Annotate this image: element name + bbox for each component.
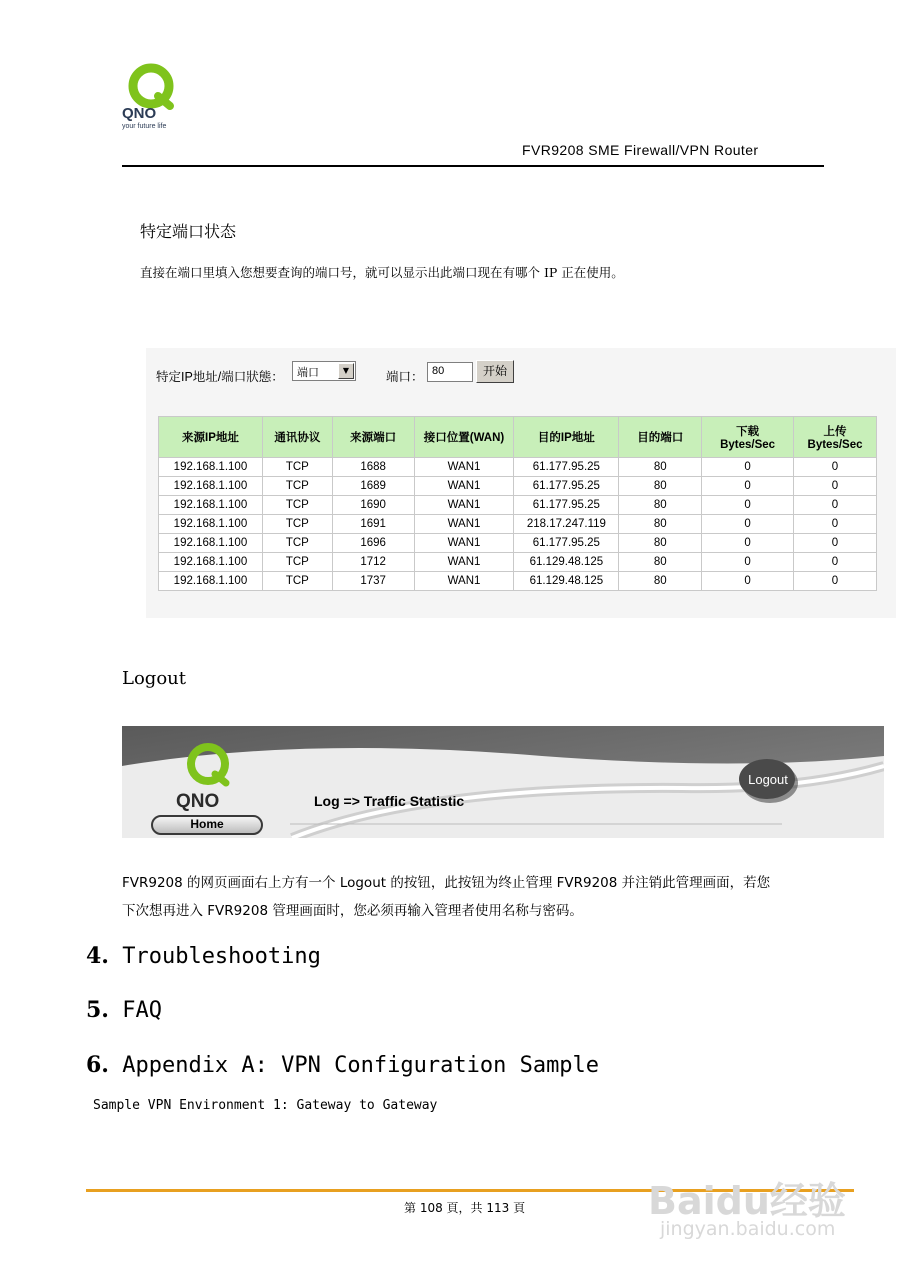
column-header: 来源端口 (332, 417, 414, 458)
table-cell: WAN1 (414, 515, 514, 534)
qno-logo (118, 62, 188, 132)
table-cell: TCP (262, 477, 332, 496)
table-cell: 192.168.1.100 (159, 458, 263, 477)
table-cell: TCP (262, 553, 332, 572)
table-cell: 218.17.247.119 (514, 515, 619, 534)
table-cell: WAN1 (414, 496, 514, 515)
home-button-label[interactable]: Home (190, 817, 224, 831)
table-cell: 0 (702, 534, 794, 553)
table-cell: 1696 (332, 534, 414, 553)
table-cell: 80 (619, 553, 702, 572)
document-header-title: FVR9208 SME Firewall/VPN Router (522, 142, 759, 158)
table-row (159, 458, 877, 477)
table-cell: 1737 (332, 572, 414, 591)
logout-heading: Logout (122, 668, 186, 689)
section-title-port-status: 特定端口状态 (140, 222, 237, 241)
table-cell: 0 (702, 458, 794, 477)
table-row (159, 553, 877, 572)
table-cell: 80 (619, 496, 702, 515)
table-cell: 0 (794, 515, 877, 534)
table-row (159, 515, 877, 534)
table-cell: 192.168.1.100 (159, 477, 263, 496)
chevron-down-icon[interactable]: ▼ (338, 363, 354, 379)
table-cell: 1688 (332, 458, 414, 477)
table-cell: 0 (702, 515, 794, 534)
table-cell: TCP (262, 515, 332, 534)
table-cell: 80 (619, 458, 702, 477)
table-cell: 192.168.1.100 (159, 572, 263, 591)
heading-appendix-a: 6. Appendix A: VPN Configuration Sample (86, 1052, 600, 1078)
table-cell: 80 (619, 515, 702, 534)
column-header: 通讯协议 (262, 417, 332, 458)
table-cell: TCP (262, 572, 332, 591)
table-row (159, 572, 877, 591)
table-cell: WAN1 (414, 553, 514, 572)
header-divider (122, 165, 824, 167)
banner-title: Log => Traffic Statistic (314, 793, 465, 809)
start-button[interactable]: 开始 (476, 360, 514, 383)
baidu-watermark-url: jingyan.baidu.com (660, 1218, 836, 1240)
table-cell: 1690 (332, 496, 414, 515)
table-cell: 0 (794, 572, 877, 591)
table-cell: WAN1 (414, 477, 514, 496)
heading-faq: 5. FAQ (86, 997, 162, 1023)
filter-type-select[interactable] (292, 361, 356, 381)
table-cell: 0 (702, 553, 794, 572)
table-cell: 61.177.95.25 (514, 534, 619, 553)
column-header: 上传 Bytes/Sec (794, 417, 877, 458)
table-cell: 0 (794, 458, 877, 477)
table-cell: WAN1 (414, 458, 514, 477)
table-cell: 192.168.1.100 (159, 496, 263, 515)
table-cell: TCP (262, 496, 332, 515)
table-cell: 1691 (332, 515, 414, 534)
svg-text:your future life: your future life (122, 123, 167, 130)
table-cell: 61.129.48.125 (514, 553, 619, 572)
logout-paragraph-line-1: FVR9208 的网页画面右上方有一个 Logout 的按钮，此按钮为终止管理 FVR9208 并注销此管理画面，若您 (122, 875, 771, 891)
table-cell: 80 (619, 572, 702, 591)
table-cell: TCP (262, 458, 332, 477)
logout-button-label[interactable]: Logout (748, 772, 788, 787)
connection-table (158, 416, 877, 591)
page-number: 第 108 頁，共 113 頁 (404, 1201, 526, 1215)
section-description: 直接在端口里填入您想要查询的端口号，就可以显示出此端口现在有哪个 IP 正在使用。 (140, 265, 624, 280)
table-cell: WAN1 (414, 572, 514, 591)
table-cell: 0 (794, 534, 877, 553)
svg-text:QNO: QNO (176, 791, 220, 812)
table-cell: 0 (794, 477, 877, 496)
column-header: 目的IP地址 (514, 417, 619, 458)
table-row (159, 477, 877, 496)
column-header: 接口位置(WAN) (414, 417, 514, 458)
table-cell: 1689 (332, 477, 414, 496)
table-cell: 61.177.95.25 (514, 496, 619, 515)
svg-text:QNO: QNO (122, 105, 157, 122)
table-cell: TCP (262, 534, 332, 553)
select-value: 端口 (297, 366, 319, 379)
column-header: 目的端口 (619, 417, 702, 458)
table-cell: 192.168.1.100 (159, 515, 263, 534)
table-header-row (159, 417, 877, 458)
table-cell: 192.168.1.100 (159, 553, 263, 572)
table-row (159, 496, 877, 515)
table-cell: 80 (619, 477, 702, 496)
table-cell: 80 (619, 534, 702, 553)
table-cell: 61.177.95.25 (514, 477, 619, 496)
table-cell: 61.177.95.25 (514, 458, 619, 477)
sample-environment-label: Sample VPN Environment 1: Gateway to Gateway (93, 1098, 438, 1113)
table-cell: 0 (702, 477, 794, 496)
port-label: 端口： (386, 370, 424, 384)
port-input[interactable]: 80 (427, 362, 473, 382)
table-cell: WAN1 (414, 534, 514, 553)
baidu-watermark-logo: Baidu经验 (648, 1179, 846, 1223)
table-cell: 0 (702, 572, 794, 591)
table-cell: 1712 (332, 553, 414, 572)
table-cell: 0 (702, 496, 794, 515)
table-cell: 192.168.1.100 (159, 534, 263, 553)
filter-label: 特定IP地址/端口狀態： (156, 370, 284, 384)
column-header: 来源IP地址 (159, 417, 263, 458)
heading-troubleshooting: 4. Troubleshooting (86, 943, 321, 969)
table-cell: 0 (794, 553, 877, 572)
table-cell: 61.129.48.125 (514, 572, 619, 591)
column-header: 下载 Bytes/Sec (702, 417, 794, 458)
table-row (159, 534, 877, 553)
logout-paragraph-line-2: 下次想再进入 FVR9208 管理画面时，您必须再输入管理者使用名称与密码。 (122, 903, 583, 919)
table-cell: 0 (794, 496, 877, 515)
